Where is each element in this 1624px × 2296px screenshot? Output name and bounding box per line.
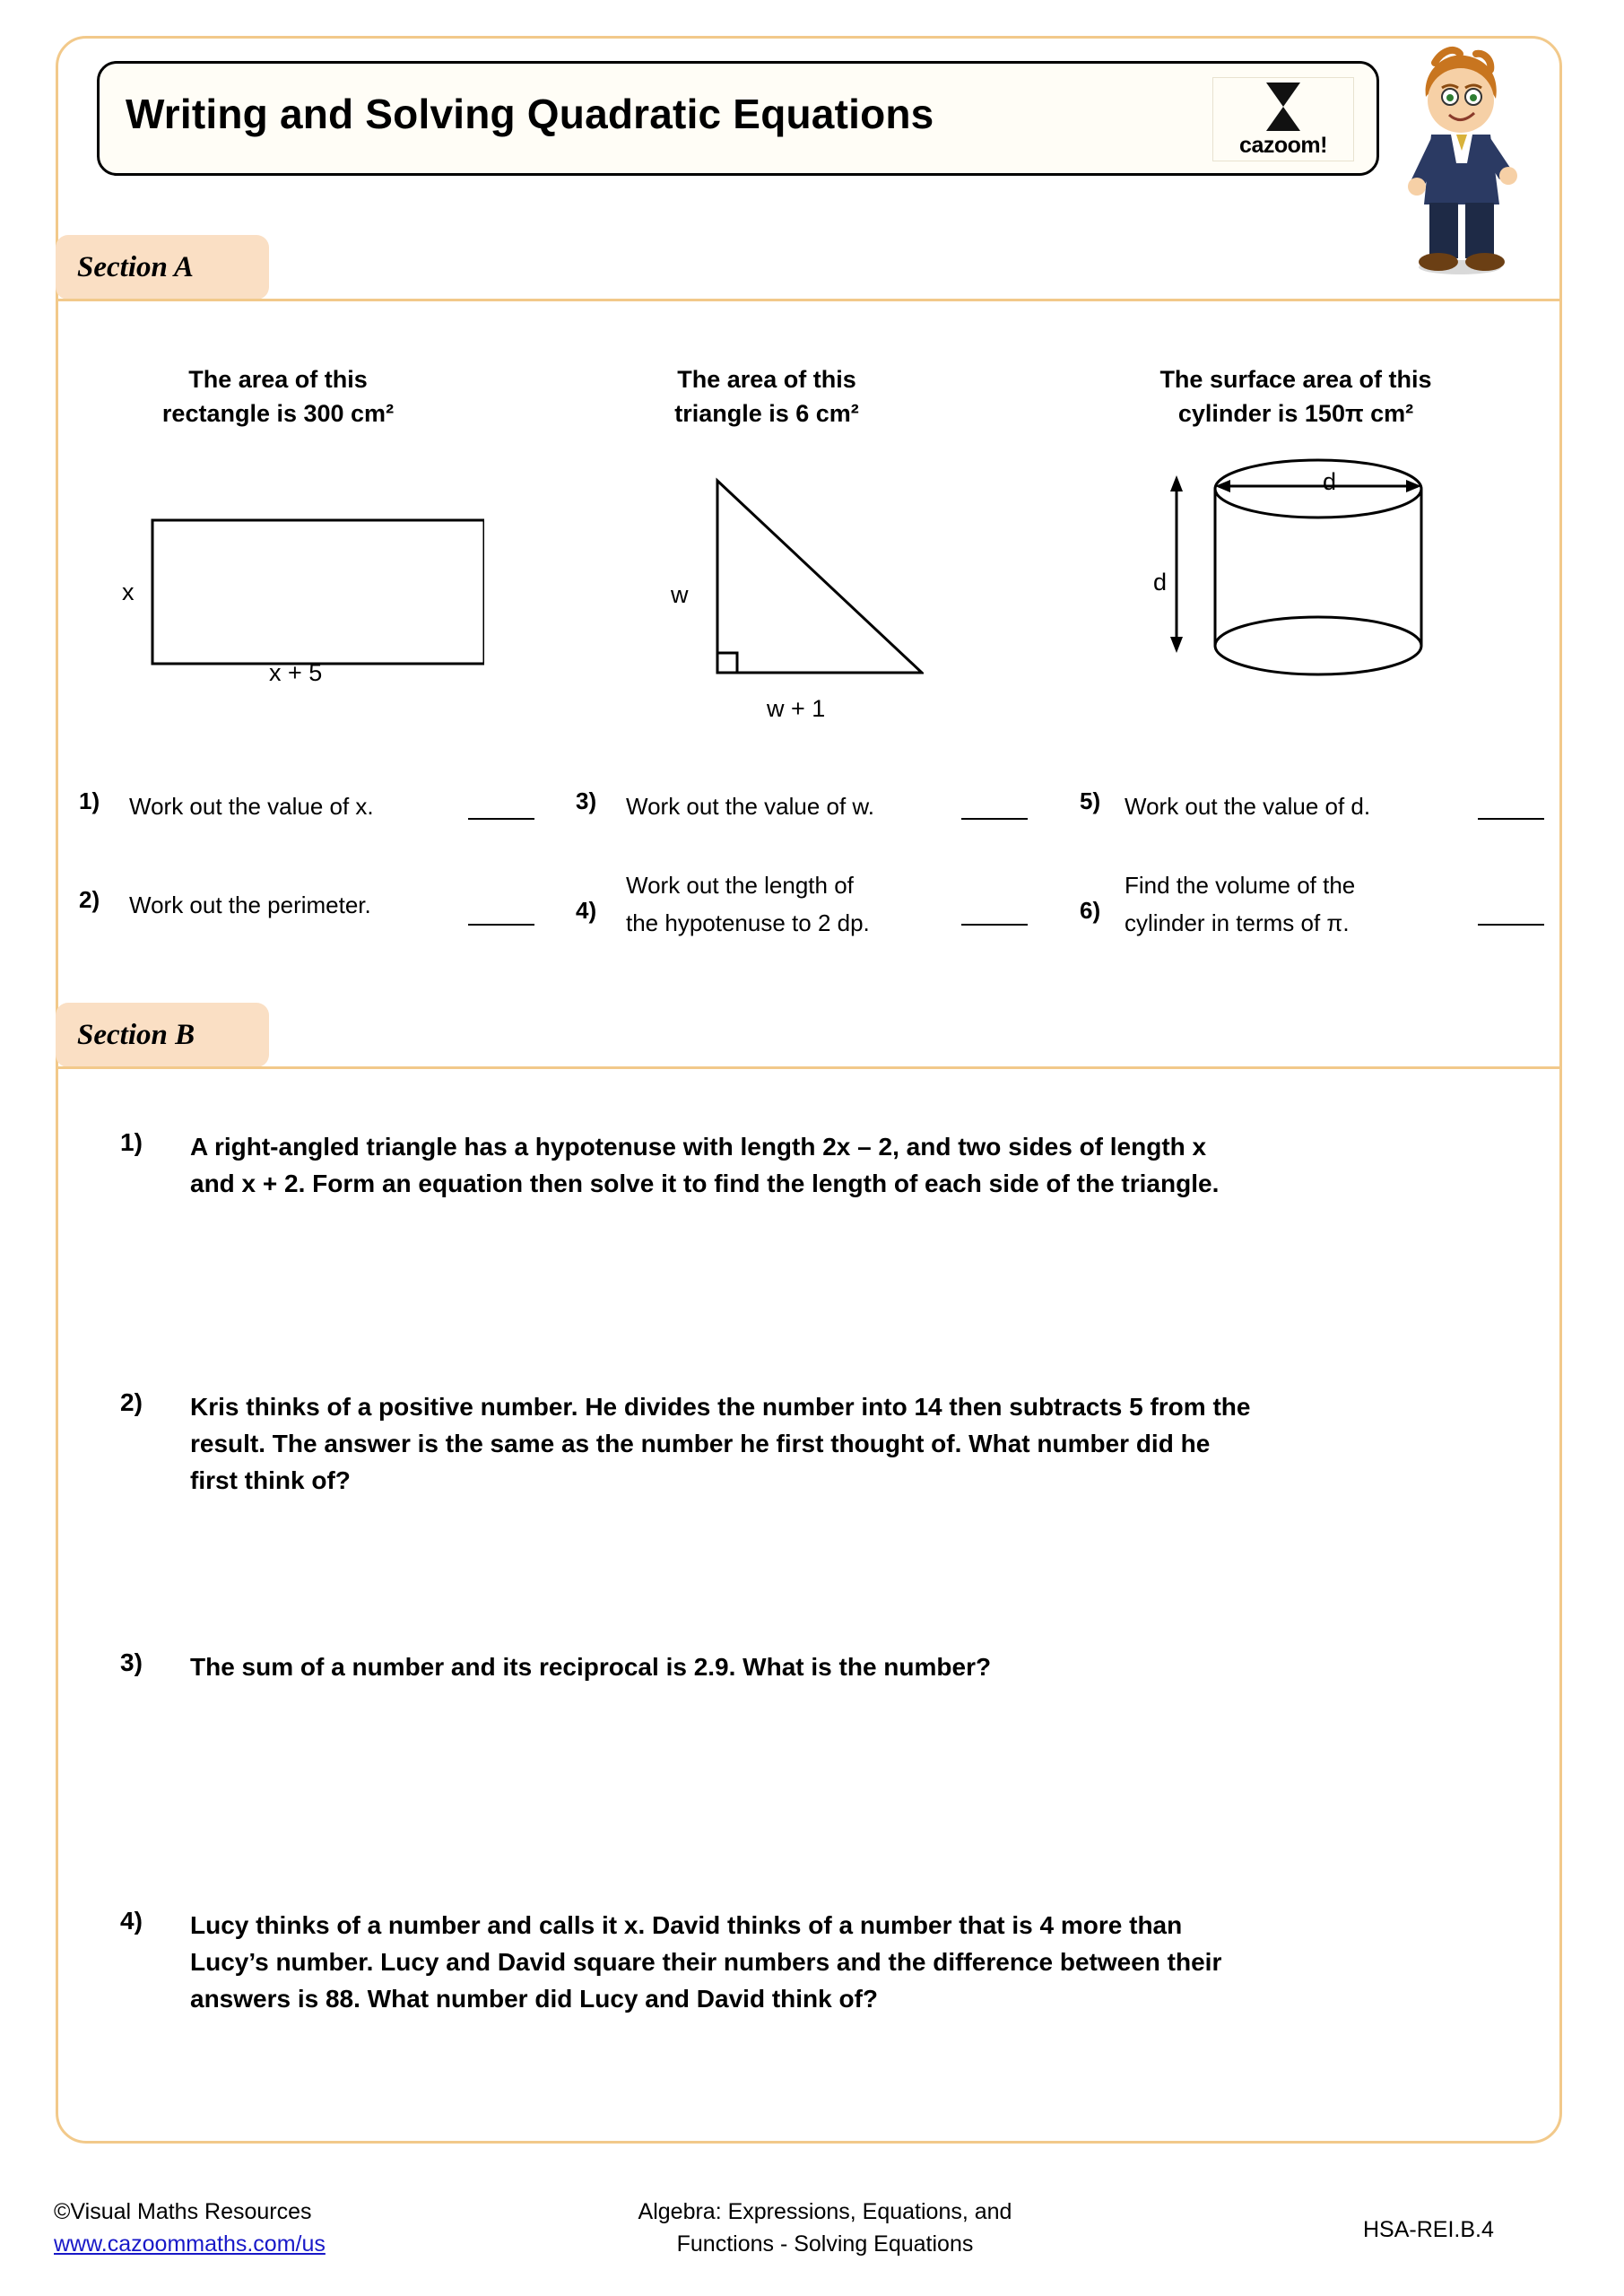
cylinder-diameter-label: d bbox=[1323, 468, 1337, 495]
footer-website-link[interactable]: www.cazoommaths.com/us bbox=[54, 2231, 326, 2257]
rectangle-side-label: x bbox=[122, 578, 135, 605]
question-a5-number: 5) bbox=[1080, 787, 1101, 814]
question-a3-number: 3) bbox=[576, 787, 597, 814]
cylinder-figure bbox=[1166, 448, 1453, 709]
answer-line-a4[interactable] bbox=[961, 924, 1028, 926]
footer-topic-line2: Functions - Solving Equations bbox=[676, 2231, 974, 2257]
question-a2-text: Work out the perimeter. bbox=[129, 891, 371, 918]
answer-line-a6[interactable] bbox=[1478, 924, 1544, 926]
answer-line-a5[interactable] bbox=[1478, 818, 1544, 820]
question-a1-text: Work out the value of x. bbox=[129, 793, 374, 820]
section-b-label: Section B bbox=[77, 1019, 195, 1051]
footer-left bbox=[54, 2196, 326, 2260]
worksheet-border bbox=[56, 36, 1562, 2144]
section-b-tab bbox=[56, 1003, 269, 1067]
question-b1-number: 1) bbox=[120, 1128, 143, 1156]
question-b2-text: Kris thinks of a positive number. He divides the number into 14 then subtracts 5 from the result. The answer is the same as the number he first thought of. What number did he first think of? bbox=[190, 1393, 1251, 1494]
question-b3-number: 3) bbox=[120, 1648, 143, 1676]
cylinder-height-label: d bbox=[1153, 569, 1168, 596]
answer-line-a1[interactable] bbox=[468, 818, 534, 820]
section-a-label: Section A bbox=[77, 251, 194, 283]
section-b-rule bbox=[56, 1066, 1562, 1069]
question-a2-number: 2) bbox=[79, 886, 100, 913]
footer-standard-code: HSA-REI.B.4 bbox=[1363, 2217, 1494, 2242]
footer-copyright: ©Visual Maths Resources bbox=[54, 2199, 312, 2224]
question-b4-text: Lucy thinks of a number and calls it x. David thinks of a number that is 4 more than Lucy’s number. Lucy and David square their numbers and the difference between their answers is 88. What number did Lucy and David think of? bbox=[190, 1911, 1222, 2013]
answer-line-a3[interactable] bbox=[961, 818, 1028, 820]
logo-wordmark: cazoom! bbox=[1239, 133, 1327, 158]
figure-3-caption: The surface area of this cylinder is 150π cm² bbox=[1159, 366, 1432, 427]
question-a1-number: 1) bbox=[79, 787, 100, 814]
answer-line-a2[interactable] bbox=[468, 924, 534, 926]
rectangle-bottom-label: x + 5 bbox=[269, 659, 323, 686]
question-a4-text: Work out the length of the hypotenuse to 2 dp. bbox=[626, 872, 870, 936]
question-a4-number: 4) bbox=[576, 897, 597, 924]
figure-2-caption: The area of this triangle is 6 cm² bbox=[674, 366, 859, 427]
question-a6-number: 6) bbox=[1080, 897, 1101, 924]
question-a3-text: Work out the value of w. bbox=[626, 793, 874, 820]
question-a6-text: Find the volume of the cylinder in terms of π. bbox=[1125, 872, 1356, 936]
page-title: Writing and Solving Quadratic Equations bbox=[126, 91, 934, 137]
triangle-figure bbox=[682, 474, 924, 689]
question-b1-text: A right-angled triangle has a hypotenuse with length 2x – 2, and two sides of length x and x + 2. Form an equation then solve it to find the length of each side of the triangle. bbox=[190, 1133, 1220, 1197]
question-b2-number: 2) bbox=[120, 1388, 143, 1416]
section-a-rule bbox=[56, 299, 1562, 301]
question-b3-text: The sum of a number and its reciprocal is 2.9. What is the number? bbox=[190, 1653, 992, 1681]
question-b4-number: 4) bbox=[120, 1907, 143, 1935]
triangle-bottom-label: w + 1 bbox=[767, 695, 826, 722]
triangle-side-label: w bbox=[671, 581, 689, 608]
question-a5-text: Work out the value of d. bbox=[1125, 793, 1371, 820]
hourglass-icon bbox=[1266, 83, 1300, 131]
mascot-illustration bbox=[1395, 45, 1530, 278]
figure-1-caption: The area of this rectangle is 300 cm² bbox=[161, 366, 395, 427]
footer-center bbox=[556, 2196, 1094, 2260]
section-a-tab bbox=[56, 235, 269, 300]
footer-topic-line1: Algebra: Expressions, Equations, and bbox=[638, 2199, 1012, 2224]
